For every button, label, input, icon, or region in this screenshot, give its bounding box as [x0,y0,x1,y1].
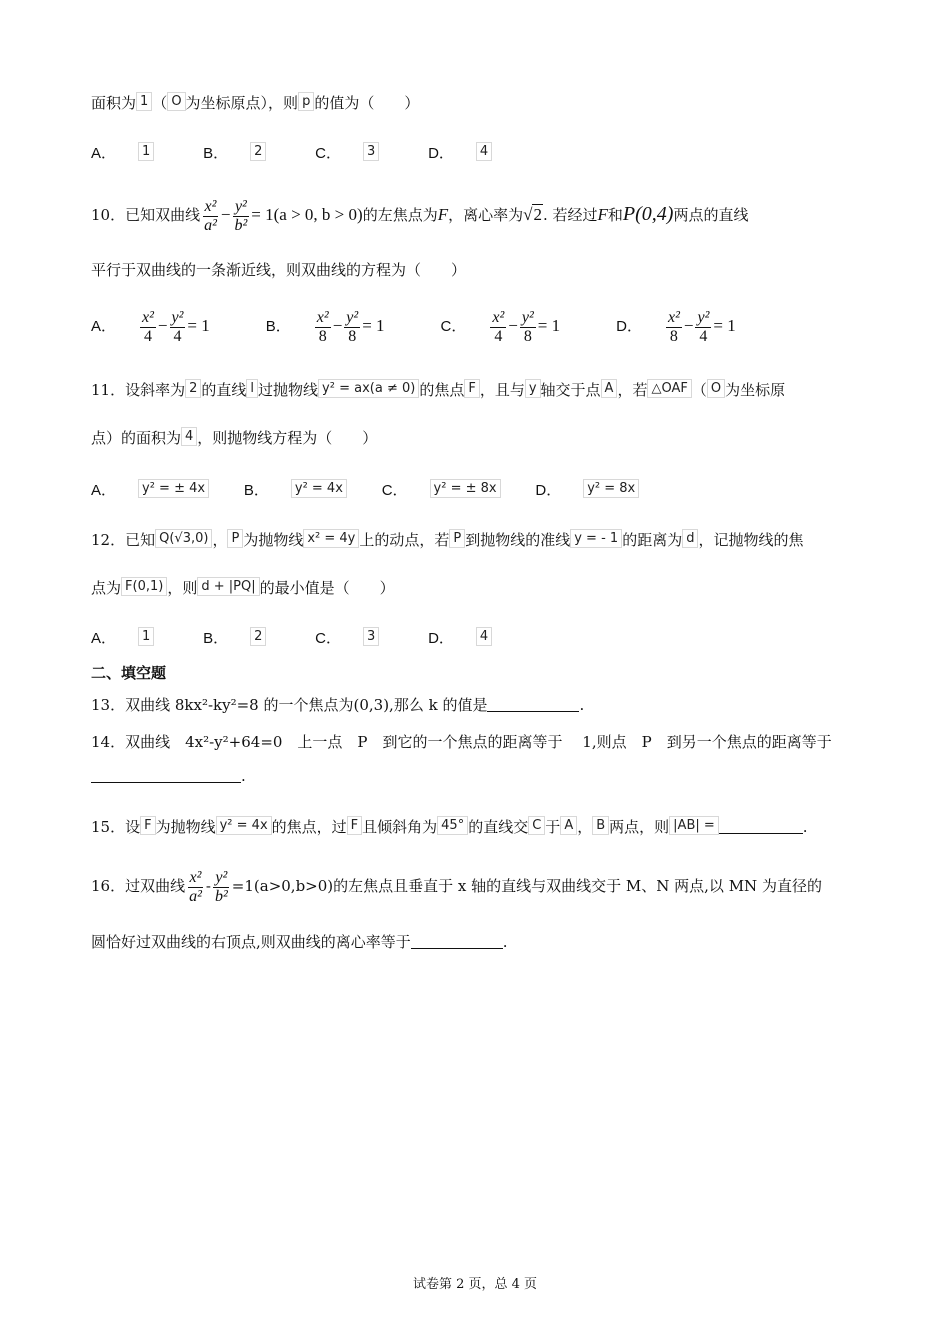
option-value: y² = 4x [291,479,347,498]
q11-option-d[interactable] [535,478,639,503]
q15-text: 于 [545,818,561,836]
q12-text: 的最小值是（ ） [259,579,395,597]
equals-rhs: = 1 [187,316,210,335]
q12-text: 上的动点，若 [359,531,450,549]
option-label: B． [243,482,269,499]
math-formula: 2 [185,379,201,398]
option-value: y² = ± 4x [138,479,209,498]
page-footer: 试卷第 2 页，总 4 页 [412,1277,538,1292]
fraction [490,309,506,346]
option-value: 2 [250,142,266,161]
fraction [344,309,360,346]
q12-option-b[interactable] [203,626,266,651]
math-formula: y = - 1 [570,529,622,548]
math-formula: y² = 4x [216,816,272,835]
q15-text: 且倾斜角为 [362,818,438,836]
math-symbol: F [437,205,449,224]
denominator: 4 [173,327,182,345]
minus-sign: - [205,877,211,895]
numerator: y² [521,308,534,326]
q12-line1 [91,528,910,552]
fraction [695,309,711,346]
denominator: b² [234,216,248,234]
option-label: D． [428,630,454,647]
q11-options [91,478,910,503]
fraction [315,309,331,346]
math-formula: x² = 4y [303,529,359,548]
numerator: x² [316,308,329,326]
question-number: 12． [91,531,126,549]
q10-text: 已知双曲线 [125,206,201,224]
fraction [666,309,682,346]
q10-option-b[interactable] [266,306,385,347]
section-heading: 二、填空题 [91,664,167,682]
q16-line1 [91,866,910,906]
denominator: a² [204,216,217,234]
minus-sign: − [220,205,231,224]
denominator: 4 [143,327,152,345]
equals-rhs: = 1 [713,316,736,335]
math-formula: |AB| = [669,816,719,835]
q12-option-c[interactable] [315,626,379,651]
minus-sign: − [683,316,694,335]
q15-line [91,815,910,839]
q11-text: 的直线 [201,381,247,399]
q12-option-d[interactable] [428,626,492,651]
q10-line2: 平行于双曲线的一条渐近线，则双曲线的方程为（ ） [91,261,467,279]
q12-text: 到抛物线的准线 [465,531,571,549]
math-formula: y² = ax(a ≠ 0) [318,379,419,398]
fraction [170,309,186,346]
fraction [213,869,230,906]
answer-blank[interactable] [719,818,803,834]
fraction [233,198,250,235]
q12-text: 点为 [91,579,122,597]
sqrt-symbol: √ [523,205,533,224]
q11-text: ，则抛物线方程为（ ） [197,429,378,447]
answer-blank[interactable] [91,767,241,783]
q10-option-c[interactable] [441,306,561,347]
minus-sign: − [508,316,518,335]
radicand: 2 [533,205,542,224]
math-formula: 4 [181,427,197,446]
q12-line2 [91,576,910,600]
math-formula: A [601,379,618,398]
q9-option-a[interactable] [91,141,154,166]
q16-text: 过双曲线 [125,877,186,895]
q11-option-a[interactable] [91,478,209,503]
denominator: 8 [318,327,327,345]
option-label: D． [535,482,562,499]
question-number: 13． [91,696,126,714]
q11-line2 [91,426,910,450]
question-number: 16． [91,877,126,895]
q12-option-a[interactable] [91,626,154,651]
math-formula: y [525,379,541,398]
option-value: 3 [363,142,379,161]
math-formula: P [449,529,465,548]
question-number: 15． [91,818,126,836]
q9-options [91,141,910,166]
numerator: x² [667,308,680,326]
math-formula: F [347,816,362,835]
option-label: B． [203,145,229,162]
q11-text: 轴交于点 [540,381,601,399]
q14-text: 双曲线 4x²-y²+64=0 上一点 P 到它的一个焦点的距离等于 1,则点 P 到另一个焦点的距离等于 [125,733,832,751]
q12-text: ，记抛物线的焦 [698,531,804,549]
q11-line1 [91,378,910,402]
minus-sign: − [157,316,168,335]
math-formula: d [682,529,698,548]
denominator: 4 [494,327,503,345]
q12-text: 为抛物线 [243,531,304,549]
math-formula: △OAF [647,379,691,398]
q11-option-c[interactable] [382,478,501,503]
q9-tail-line [91,91,910,115]
q13-text: 双曲线 8kx²-ky²=8 的一个焦点为(0,3),那么 k 的值是 [125,696,488,714]
q9-text: 面积为 [91,94,137,112]
minus-sign: − [332,316,343,335]
q11-text: 过抛物线 [258,381,319,399]
q11-text: 点）的面积为 [91,429,182,447]
math-formula: P [227,529,243,548]
math-formula: 1 [136,92,152,111]
q9-option-b[interactable] [203,141,266,166]
q15-text: 的直线交 [468,818,529,836]
option-label: A． [91,318,117,335]
q10-text: 和 [607,206,623,224]
denominator: 8 [348,327,357,345]
option-label: B． [265,318,291,335]
q13-text: . [579,696,585,714]
option-value: 1 [138,627,154,646]
q15-text: 为抛物线 [155,818,216,836]
q11-text: （ [691,381,707,399]
q10-text: 两点的直线 [673,206,749,224]
math-formula: l [246,379,258,398]
q9-option-d[interactable] [428,141,492,166]
question-number: 11． [91,381,126,399]
option-label: B． [203,630,229,647]
option-label: C． [381,482,408,499]
math-formula: 45° [437,816,468,835]
q9-option-c[interactable] [315,141,379,166]
denominator: 8 [523,327,532,345]
option-value: y² = ± 8x [430,479,501,498]
q10-text: 的左焦点为 [362,206,438,224]
numerator: x² [189,868,202,886]
q11-text: 为坐标原 [725,381,786,399]
q10-option-d[interactable] [616,306,736,347]
option-value: 1 [138,142,154,161]
q10-text: ，离心率为 [448,206,524,224]
option-label: A． [91,145,117,162]
q12-text: ，则 [167,579,198,597]
denominator: 8 [669,327,678,345]
q10-text: . 若经过 [542,206,598,224]
q11-text: 设斜率为 [125,381,186,399]
equation-condition: = 1(a > 0, b > 0) [251,205,363,224]
denominator: a² [189,887,202,905]
option-label: A． [91,482,117,499]
q16-text: 圆恰好过双曲线的右顶点,则双曲线的离心率等于 [91,933,411,951]
q15-text: 两点，则 [609,818,670,836]
fraction [187,869,204,906]
option-value: y² = 8x [583,479,639,498]
denominator: 4 [699,327,708,345]
q11-text: 的焦点 [419,381,465,399]
math-formula: Q(√3,0) [155,529,212,548]
q15-text: . [802,818,808,836]
math-formula: C [528,816,545,835]
q15-text: ， [577,818,593,836]
answer-blank[interactable] [411,933,503,949]
denominator: b² [214,887,228,905]
q16-line2 [91,930,910,954]
q11-text: ，若 [617,381,648,399]
q12-text: 已知 [125,531,156,549]
q14-text: . [241,767,246,785]
math-symbol: F [597,205,608,224]
option-label: A． [91,630,117,647]
q13-line [91,693,910,717]
q10-option-a[interactable] [91,306,210,347]
q9-text: 的值为（ ） [314,94,420,112]
q14-line1 [91,730,910,754]
numerator: y² [697,308,710,326]
numerator: x² [492,308,505,326]
math-formula: A [560,816,577,835]
question-number: 14． [91,733,126,751]
q15-text: 设 [125,818,141,836]
option-label: C． [440,318,467,335]
numerator: x² [142,308,154,326]
q12-text: ， [212,531,228,549]
numerator: y² [171,308,184,326]
option-value: 4 [476,627,492,646]
option-label: D． [428,145,454,162]
math-formula: d + |PQ| [197,577,259,596]
option-label: D． [616,318,642,335]
fraction [202,198,219,235]
numerator: y² [215,868,228,886]
math-formula: p [298,92,314,111]
math-formula: F [140,816,155,835]
q12-options [91,626,910,651]
option-value: 4 [476,142,492,161]
q10-options [91,306,910,347]
math-formula: O [167,92,185,111]
numerator: x² [204,197,217,215]
option-value: 2 [250,627,266,646]
q9-text: 为坐标原点），则 [185,94,299,112]
math-formula: F(0,1) [121,577,167,596]
q16-text: . [502,933,508,951]
equals-rhs: = 1 [362,316,385,335]
question-number: 10． [91,206,126,224]
fraction [520,309,536,346]
option-value: 3 [363,627,379,646]
answer-blank[interactable] [487,696,579,712]
q14-line2 [91,764,910,788]
option-label: C． [315,145,341,162]
math-formula: O [707,379,725,398]
math-symbol: P(0,4) [622,203,674,225]
option-label: C． [315,630,341,647]
q11-option-b[interactable] [244,478,347,503]
math-formula: B [592,816,609,835]
numerator: y² [346,308,359,326]
q9-text: （ [152,94,168,112]
q11-text: ，且与 [479,381,525,399]
numerator: y² [234,197,247,215]
q12-text: 的距离为 [622,531,683,549]
q10-line1 [91,194,910,235]
equals-rhs: = 1 [537,316,561,335]
q15-text: 的焦点，过 [271,818,347,836]
sqrt-expression [523,204,543,224]
fraction [140,309,156,346]
math-formula: F [464,379,479,398]
q16-text: =1(a>0,b>0)的左焦点且垂直于 x 轴的直线与双曲线交于 M、N 两点,以 MN 为直径的 [231,877,822,895]
